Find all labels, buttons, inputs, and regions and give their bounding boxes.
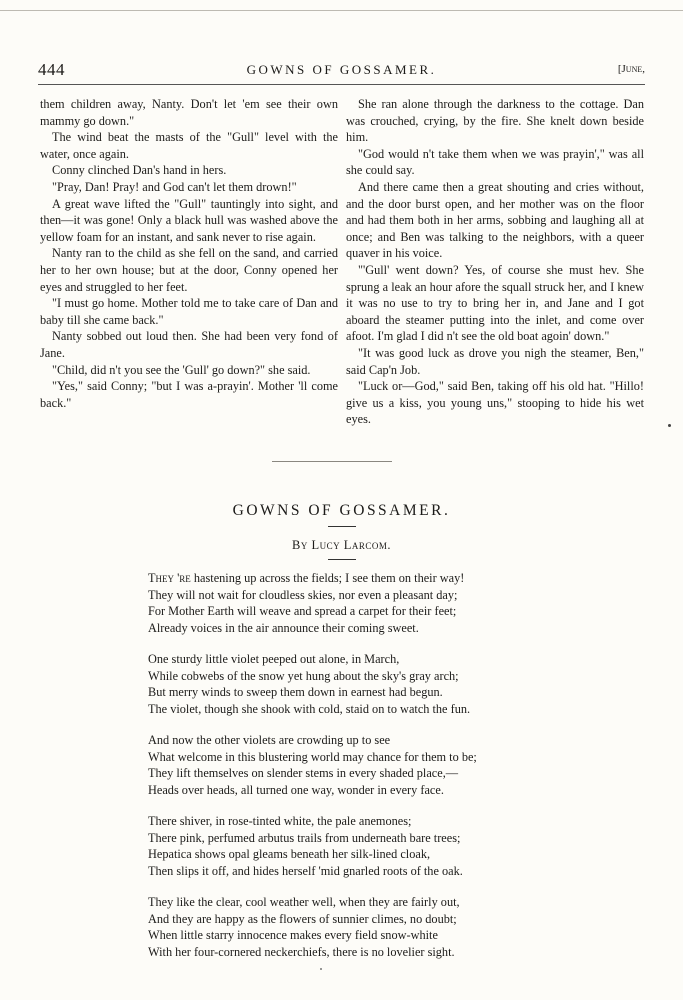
poem-line: What welcome in this blustering world may chance for them to be;	[148, 749, 477, 764]
byline-rule	[328, 559, 356, 560]
poem-line: They will not wait for cloudless skies, nor even a pleasant day;	[148, 587, 458, 602]
paragraph: "It was good luck as drove you nigh the steamer, Ben," said Cap'n Job.	[346, 345, 644, 377]
poem-line: And now the other violets are crowding up to see	[148, 733, 391, 747]
page-speck	[320, 968, 322, 970]
poem-line: And they are happy as the flowers of sunnier climes, no doubt;	[148, 911, 457, 926]
poem-line: Then slips it off, and hides herself 'mid gnarled roots of the oak.	[148, 863, 463, 878]
paragraph: "Pray, Dan! Pray! and God can't let them drown!"	[52, 179, 297, 194]
poem-stanza	[148, 651, 477, 717]
right-column	[346, 96, 644, 428]
poem-line: Heads over heads, all turned one way, wonder in every face.	[148, 782, 444, 797]
paragraph: The wind beat the masts of the "Gull" level with the water, once again.	[40, 130, 338, 161]
paragraph: them children away, Nanty. Don't let 'em see their own mammy go down."	[40, 97, 338, 128]
poem-line	[148, 570, 477, 587]
page-header	[38, 60, 645, 82]
poem-stanza	[148, 732, 477, 798]
poem-line: Hepatica shows opal gleams beneath her silk-lined cloak,	[148, 847, 431, 861]
header-rule	[38, 84, 645, 85]
poem-line: They like the clear, cool weather well, when they are fairly out,	[148, 895, 460, 909]
paragraph: "'Gull' went down? Yes, of course she must hev. She sprung a leak an hour afore the squall struck her, and I knew it was no use to try to bring her in, and Jane and I got aboard the steamer putting into the inlet, and come over afoot. I'm glad I did n't see the old boat agoin' down."	[346, 262, 644, 344]
opening-words: They 're	[148, 571, 191, 585]
poem-line: They lift themselves on slender stems in every shaded place,—	[148, 766, 459, 780]
page-number: 444	[38, 60, 65, 79]
poem-line: While cobwebs of the snow yet hung about the sky's gray arch;	[148, 668, 459, 683]
paragraph: "Luck or—God," said Ben, taking off his old hat. "Hillo! give us a kiss, you young uns," stooping to hide his wet eyes.	[346, 379, 644, 427]
page-top-rule	[0, 10, 683, 11]
poem-line-text: hastening up across the fields; I see them on their way!	[193, 571, 465, 585]
poem-line: There pink, perfumed arbutus trails from underneath bare trees;	[148, 830, 461, 845]
poem-line: One sturdy little violet peeped out alone, in March,	[148, 652, 400, 666]
poem-stanza	[148, 570, 477, 636]
poem-line: For Mother Earth will weave and spread a carpet for their feet;	[148, 604, 457, 618]
left-column	[40, 96, 338, 411]
poem-line: Already voices in the air announce their coming sweet.	[148, 620, 419, 635]
poem-title: GOWNS OF GOSSAMER.	[232, 502, 451, 519]
poem-byline: By Lucy Larcom.	[292, 538, 391, 552]
poem-line: But merry winds to sweep them down in earnest had begun.	[148, 685, 443, 699]
running-month: [June,	[617, 63, 645, 75]
section-separator	[272, 461, 392, 462]
paragraph: "God would n't take them when we was prayin'," was all she could say.	[346, 146, 644, 178]
paragraph: Nanty sobbed out loud then. She had been very fond of Jane.	[40, 329, 338, 360]
paragraph: Nanty ran to the child as she fell on the sand, and carried her to her own house; but at the door, Conny opened her eyes and struggled to her feet.	[40, 246, 338, 294]
poem-line: There shiver, in rose-tinted white, the pale anemones;	[148, 814, 412, 828]
title-rule	[328, 526, 356, 527]
poem-line: When little starry innocence makes every field snow-white	[148, 928, 438, 942]
poem-line: With her four-cornered neckerchiefs, there is no lovelier sight.	[148, 944, 455, 959]
paragraph: "Child, did n't you see the 'Gull' go down?" she said.	[52, 362, 311, 377]
poem-body	[148, 570, 477, 975]
paragraph: "I must go home. Mother told me to take care of Dan and baby till she came back."	[40, 296, 338, 327]
paragraph: And there came then a great shouting and cries without, and the door burst open, and her mother was on the floor and had them both in her arms, sobbing and laughing all at once; and Ben was talking to the neighbors, with a queer quaver in his voice.	[346, 179, 644, 261]
poem-stanza	[148, 813, 477, 879]
paragraph: A great wave lifted the "Gull" tauntingly into sight, and then—it was gone! Only a black hull was washed above the yellow foam for an instant, and sank never to rise again.	[40, 196, 338, 244]
paragraph: "Yes," said Conny; "but I was a-prayin'. Mother 'll come back."	[40, 379, 338, 410]
running-title: GOWNS OF GOSSAMER.	[246, 62, 437, 77]
poem-stanza	[148, 894, 477, 960]
poem-line: The violet, though she shook with cold, staid on to watch the fun.	[148, 701, 471, 716]
margin-mark	[668, 424, 671, 427]
paragraph: She ran alone through the darkness to the cottage. Dan was crouched, crying, by the fire. She knelt down beside him.	[346, 97, 644, 145]
paragraph: Conny clinched Dan's hand in hers.	[52, 163, 227, 178]
